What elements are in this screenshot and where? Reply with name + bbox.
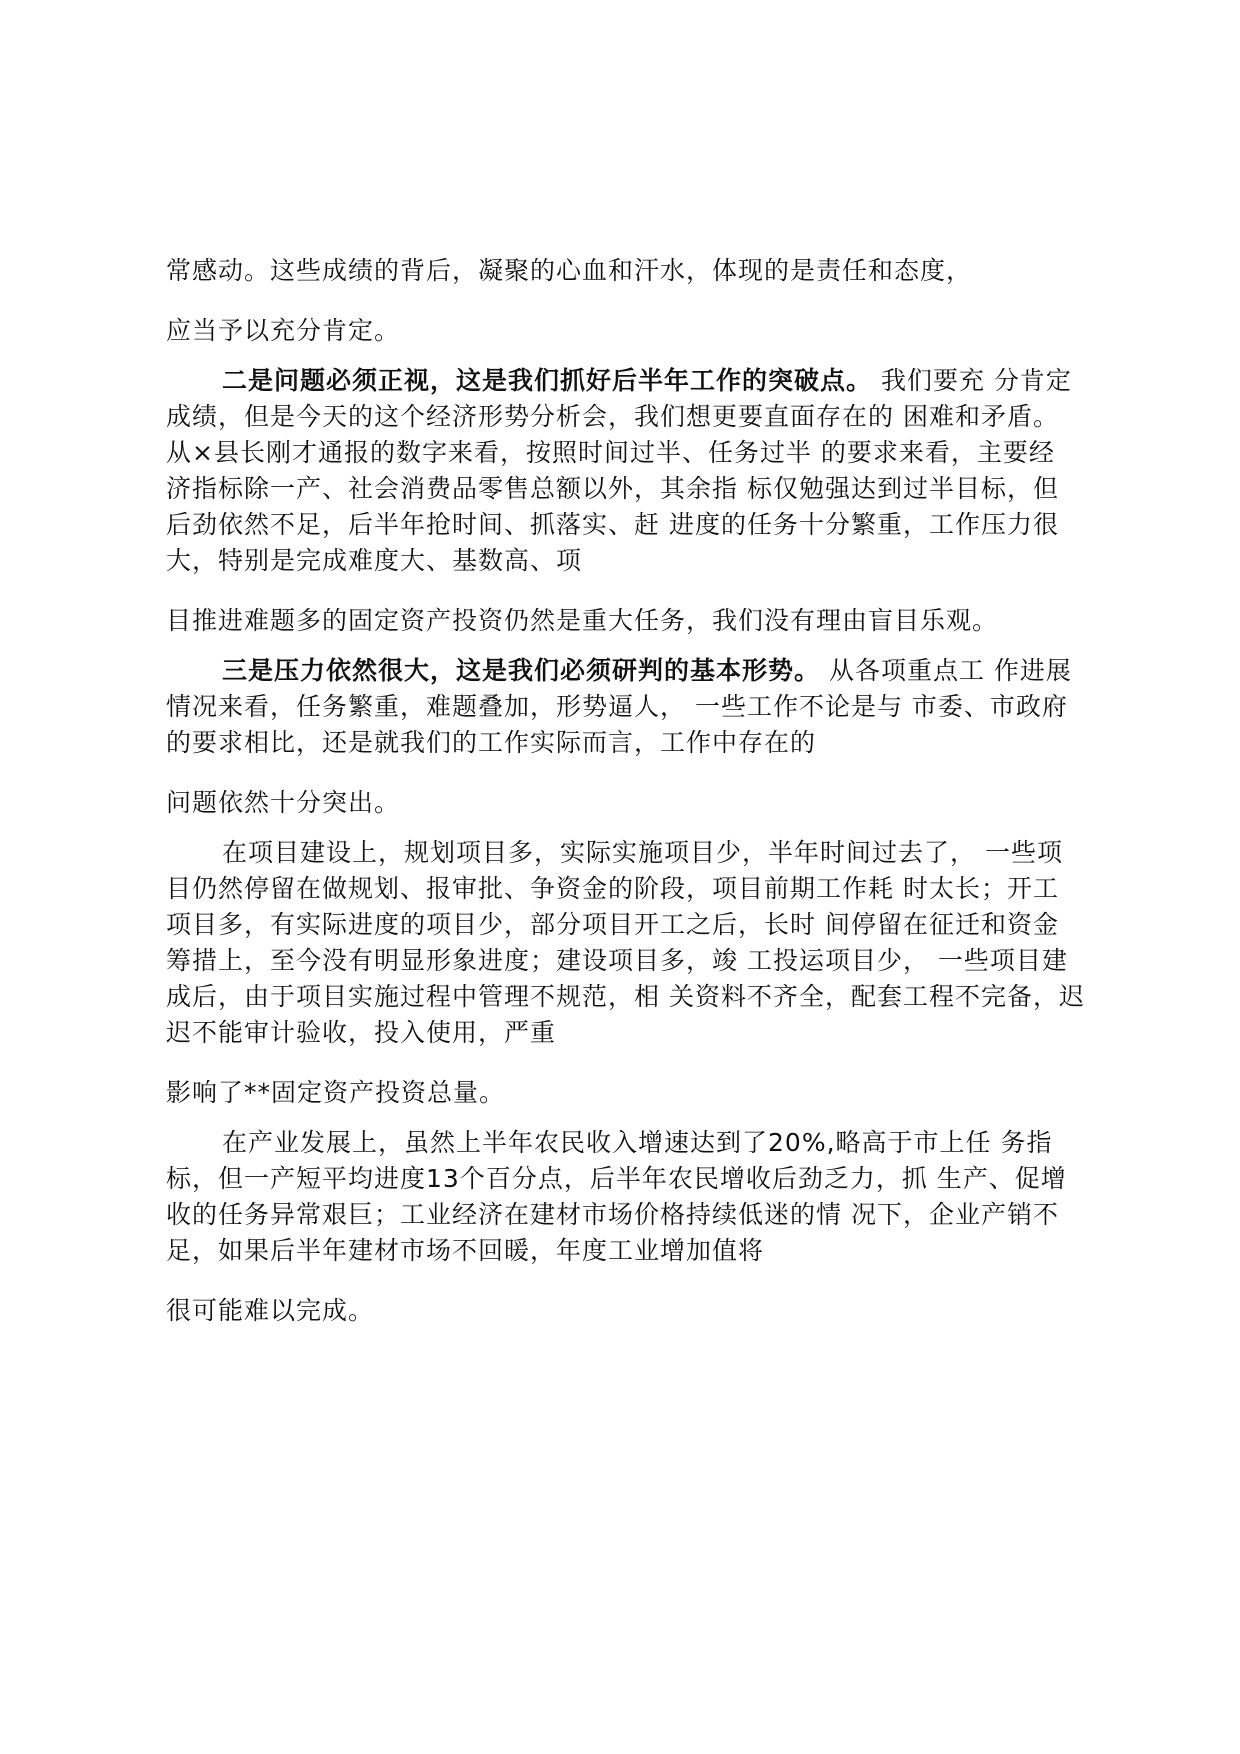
text-line: 大，特别是完成难度大、基数高、项 [166, 546, 583, 575]
text-line: 后劲依然不足，后半年抢时间、抓落实、赶 进度的任务十分繁重，工作压力很 [166, 510, 1059, 539]
text-line: 从×县长刚才通报的数字来看，按照时间过半、任务过半 的要求来看，主要经 [166, 438, 1055, 467]
text-line: 情况来看，任务繁重，难题叠加，形势逼人， 一些工作不论是与 市委、市政府 [166, 692, 1068, 721]
text-line: 标，但一产短平均进度13个百分点，后半年农民增收后劲乏力，抓 生产、促增 [166, 1164, 1067, 1193]
text-line: 目推进难题多的固定资产投资仍然是重大任务，我们没有理由盲目乐观。 [166, 606, 999, 635]
text-span: 我们要充 分肯定 [880, 366, 1072, 395]
text-line: 收的任务异常艰巨；工业经济在建材市场价格持续低迷的情 况下，企业产销不 [166, 1200, 1059, 1229]
paragraph-first-line [222, 654, 1072, 688]
text-line: 问题依然十分突出。 [166, 788, 401, 817]
paragraph-heading: 三是压力依然很大，这是我们必须研判的基本形势。 [222, 656, 821, 685]
paragraph-first-line: 在项目建设上，规划项目多，实际实施项目少，半年时间过去了， 一些项 [222, 838, 1063, 867]
text-line: 项目多，有实际进度的项目少，部分项目开工之后，长时 间停留在征迁和资金 [166, 910, 1059, 939]
text-line: 应当予以充分肯定。 [166, 316, 401, 345]
text-line: 目仍然停留在做规划、报审批、争资金的阶段，项目前期工作耗 时太长；开工 [166, 874, 1059, 903]
text-line: 足，如果后半年建材市场不回暖，年度工业增加值将 [166, 1236, 765, 1265]
text-span: 从各项重点工 作进展 [828, 656, 1072, 685]
text-line: 筹措上，至今没有明显形象进度；建设项目多，竣 工投运项目少， 一些项目建 [166, 946, 1068, 975]
paragraph-first-line: 在产业发展上，虽然上半年农民收入增速达到了20%,略高于市上任 务指 [222, 1128, 1053, 1157]
text-line: 成后，由于项目实施过程中管理不规范，相 关资料不齐全，配套工程不完备，迟 [166, 982, 1085, 1011]
paragraph-first-line [222, 364, 1072, 398]
text-line: 迟不能审计验收，投入使用，严重 [166, 1018, 557, 1047]
text-line: 很可能难以完成。 [166, 1296, 375, 1325]
paragraph-heading: 二是问题必须正视，这是我们抓好后半年工作的突破点。 [222, 366, 873, 395]
text-line: 的要求相比，还是就我们的工作实际而言，工作中存在的 [166, 728, 817, 757]
text-line: 影响了**固定资产投资总量。 [166, 1078, 506, 1107]
text-line: 常感动。这些成绩的背后，凝聚的心血和汗水，体现的是责任和态度， [166, 256, 973, 285]
text-line: 济指标除一产、社会消费品零售总额以外，其余指 标仅勉强达到过半目标，但 [166, 474, 1059, 503]
text-line: 成绩，但是今天的这个经济形势分析会，我们想更要直面存在的 困难和矛盾。 [166, 402, 1059, 431]
